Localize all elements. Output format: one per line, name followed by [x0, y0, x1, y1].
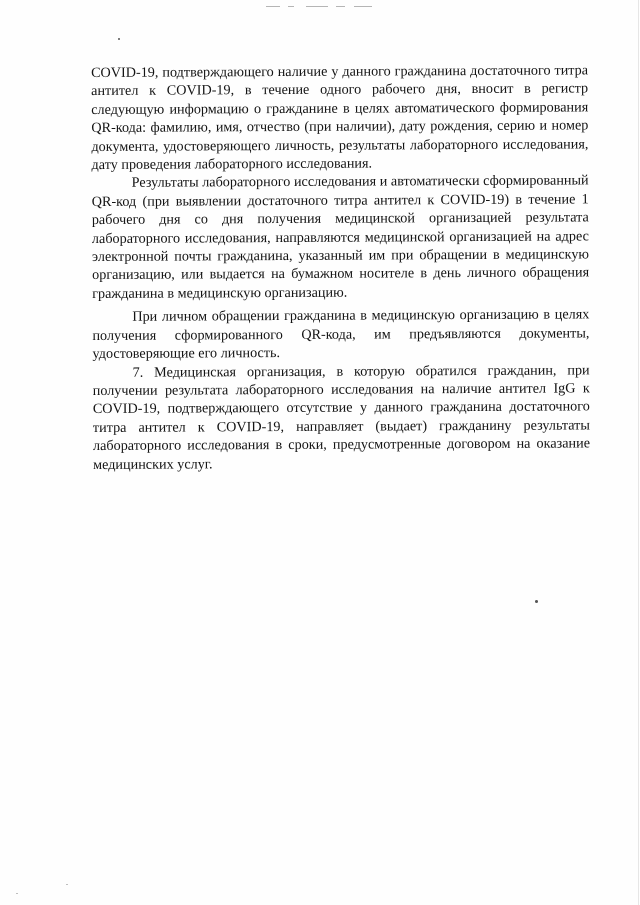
scan-edge-line — [638, 0, 639, 905]
scan-speck — [118, 38, 120, 40]
scan-artifact-top — [266, 6, 376, 10]
paragraph-item-7: 7. Медицинская организация, в которую обратился гражданин, при получении результата лабораторного исследования на наличие антител IgG к COVID-19, подтверждающего отсутствие у данного гражданина достаточного титра антител к COVID-19, направляет (выдает) гражданину результаты лабораторного исследования в сроки, предусмотренные договором на оказание медицинских услуг. — [92, 361, 591, 473]
document-body — [91, 61, 590, 474]
paragraph-continuation: COVID-19, подтверждающего наличие у данного гражданина достаточного титра антител к COVID-19, в течение одного рабочего дня, вносит в регистр следующую информацию о гражданине в целях автоматического формирования QR-кода: фамилию, имя, отчество (при наличии), дату рождения, серию и номер документа, удостоверяющего личность, результаты лабораторного исследования, дату проведения лабораторного исследования. — [91, 62, 589, 174]
scan-speck — [16, 893, 18, 894]
paragraph-personal-visit: При личном обращении гражданина в медицинскую организацию в целях получения сформированного QR-кода, им предъявляются документы, удостоверяющие его личность. — [92, 306, 590, 363]
scan-speck — [66, 884, 68, 885]
scan-speck — [535, 600, 538, 603]
paragraph-results: Результаты лабораторного исследования и автоматически сформированный QR-код (при выявлении достаточного титра антител к COVID-19) в течение 1 рабочего дня со дня получения медицинской организацией результата лабораторного исследования, направляются медицинской организацией на адрес электронной почты гражданина, указанный им при обращении в медицинскую организацию, или выдается на бумажном носителе в день личного обращения гражданина в медицинскую организацию. — [91, 172, 590, 302]
